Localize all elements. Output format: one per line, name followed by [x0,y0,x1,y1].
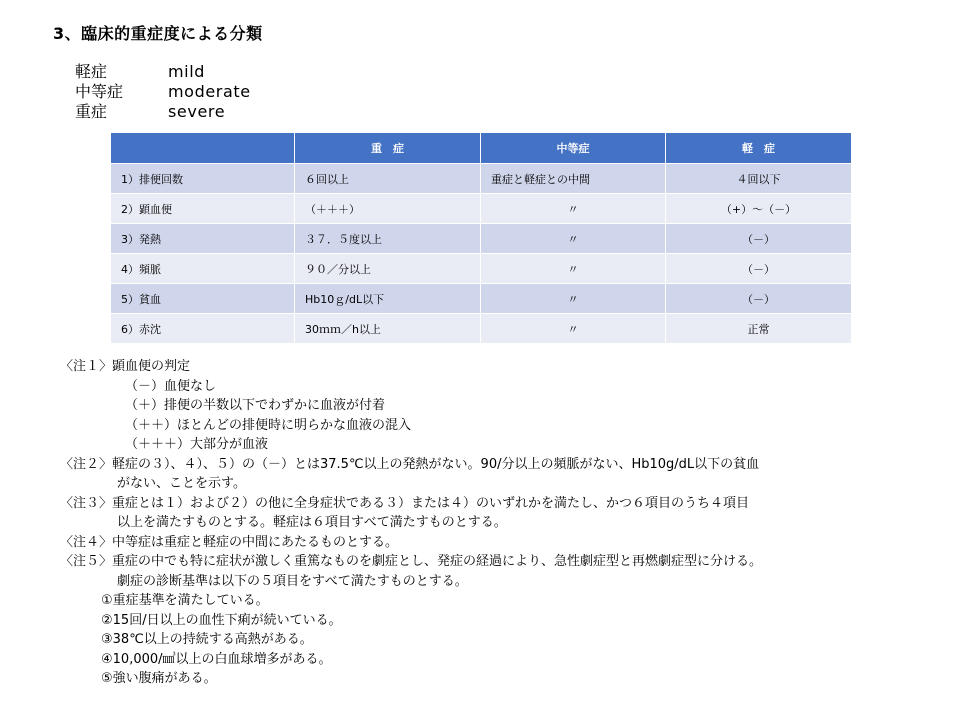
cell-mild: （－） [666,224,852,254]
note-1-heading: 〈注１〉顕血便の判定 [60,359,191,374]
term-jp: 軽症 [75,62,108,81]
note-2-heading: 〈注２〉軽症の３）、４）、５）の（－）とは37.5℃以上の発熱がない。90/分以上の頻脈がない、Hb10g/dL以下の貧血 [60,456,760,472]
cell-moderate: 〃 [481,314,666,344]
note-5-item: ①重症基準を満たしている。 [101,593,269,608]
note-1-item: （－）血便なし [125,378,217,394]
note-3-heading: 〈注３〉重症とは１）および２）の他に全身症状である３）または４）のいずれかを満たし、かつ６項目のうち４項目 [60,495,750,511]
note-1-item: （＋＋）ほとんどの排便時に明らかな血液の混入 [125,417,412,433]
cell-moderate: 重症と軽症との中間 [481,164,666,194]
cell-mild: （+）～（－） [666,194,852,224]
section-title: 3、臨床的重症度による分類 [53,24,263,43]
cell-severe: Hb10ｇ/dL以下 [295,284,481,314]
cell-mild: ４回以下 [666,164,852,194]
table-row [111,194,852,224]
cell-moderate: 〃 [481,284,666,314]
header-item [111,133,295,164]
term-row-moderate [75,82,251,102]
table-row [111,314,852,344]
cell-item: 3）発熱 [111,224,295,254]
cell-item: 5）貧血 [111,284,295,314]
term-en: severe [168,102,226,121]
severity-terms [75,62,251,122]
cell-item: 1）排便回数 [111,164,295,194]
cell-item: 2）顕血便 [111,194,295,224]
term-en: moderate [168,82,251,101]
note-5-heading: 〈注５〉重症の中でも特に症状が激しく重篤なものを劇症とし、発症の経過により、急性劇症型と再燃劇症型に分ける。 [60,554,763,569]
cell-moderate: 〃 [481,224,666,254]
cell-severe: ９０／分以上 [295,254,481,284]
cell-severe: ３７．５度以上 [295,224,481,254]
header-moderate: 中等症 [481,133,666,164]
cell-mild: （－） [666,254,852,284]
note-4-heading: 〈注４〉中等症は重症と軽症の中間にあたるものとする。 [60,534,399,550]
note-5-item: ④10,000/㎣以上の白血球増多がある。 [101,651,332,667]
table-row [111,164,852,194]
header-mild: 軽 症 [666,133,852,164]
term-row-mild [75,62,251,82]
cell-severe: ６回以上 [295,164,481,194]
table-row [111,254,852,284]
note-3-continuation: 以上を満たすものとする。軽症は６項目すべて満たすものとする。 [117,515,507,530]
term-jp: 重症 [75,102,108,121]
table-row [111,224,852,254]
note-1-item: （＋＋＋）大部分が血液 [125,437,269,452]
cell-severe: （＋＋＋） [295,194,481,224]
term-row-severe [75,102,251,122]
cell-item: 6）赤沈 [111,314,295,344]
severity-table [110,132,852,344]
cell-item: 4）頻脈 [111,254,295,284]
header-severe: 重 症 [295,133,481,164]
cell-moderate: 〃 [481,254,666,284]
note-1-item: （＋）排便の半数以下でわずかに血液が付着 [125,398,386,413]
cell-mild: （－） [666,284,852,314]
cell-mild: 正常 [666,314,852,344]
note-5-item: ②15回/日以上の血性下痢が続いている。 [101,612,342,628]
note-2-continuation: がない、ことを示す。 [117,476,246,491]
cell-moderate: 〃 [481,194,666,224]
cell-severe: 30ｍｍ／h以上 [295,314,481,344]
notes-section [60,357,950,689]
table-header-row [111,133,852,164]
note-5-continuation: 劇症の診断基準は以下の５項目をすべて満たすものとする。 [117,573,468,589]
term-jp: 中等症 [75,82,124,101]
term-en: mild [168,62,206,81]
note-5-item: ③38℃以上の持続する高熱がある。 [101,632,313,647]
table-row [111,284,852,314]
note-5-item: ⑤強い腹痛がある。 [101,671,217,686]
